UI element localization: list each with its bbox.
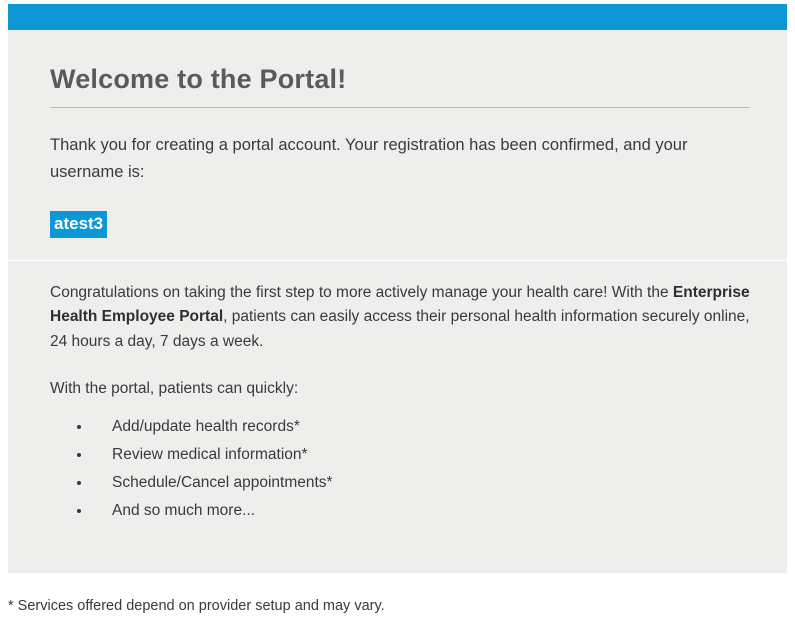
intro-paragraph: Thank you for creating a portal account. Your registration has been confirmed, and your username is: — [50, 136, 688, 181]
features-list — [50, 414, 749, 524]
list-item: • Review medical information* — [92, 442, 749, 468]
portal-name: Enterprise Health Employee Portal — [50, 283, 750, 326]
username-value: atest3 — [50, 211, 107, 237]
content-inner — [8, 30, 787, 524]
congrats-text-lead: Congratulations on taking the first step to more actively manage your health care! With the — [50, 283, 673, 301]
congrats-text-tail: , patients can easily access their personal health information securely online, 24 hours a day, 7 days a week. — [50, 308, 750, 351]
header-accent-bar — [8, 4, 787, 30]
features-lead: With the portal, patients can quickly: — [50, 380, 299, 398]
list-item: • Schedule/Cancel appointments* — [92, 470, 749, 496]
title-divider — [50, 107, 750, 108]
list-item: • Add/update health records* — [92, 414, 749, 440]
congratulations-paragraph — [50, 281, 750, 355]
content-panel — [8, 30, 787, 573]
list-item: • And so much more... — [92, 498, 749, 524]
page-title: Welcome to the Portal! — [50, 64, 347, 94]
username-block — [50, 211, 749, 237]
footnote: * Services offered depend on provider setup and may vary. — [8, 598, 385, 614]
section-divider — [8, 260, 787, 261]
